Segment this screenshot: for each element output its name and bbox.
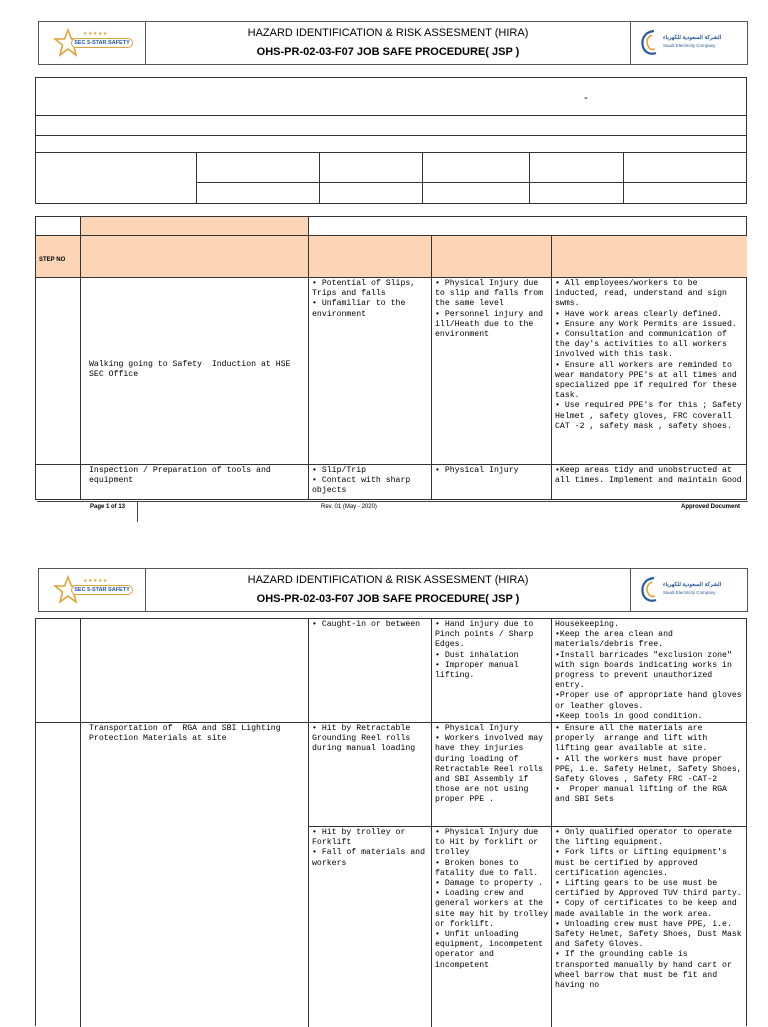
info-dash: -: [584, 92, 588, 104]
table-header-cell: [81, 217, 309, 236]
page-number: Page 1 of 13: [90, 504, 126, 510]
controls-cell: Housekeeping. •Keep the area clean and materials/debris free. •Install barricades "exclusion zone" with sign boards indicating works in progress to prevent unauthorized entry. •Proper use of appropriate hand gloves or leather gloves. •Keep tools in good condition.: [552, 619, 747, 723]
table-cell: [36, 619, 81, 723]
controls-cell: • Ensure all the materials are properly arrange and lift with lifting gear available at site. • All the workers must have proper PPE, i.e. Safety Helmet, Safety Shoes, Safety Gloves , Safety FRC -CAT-2 • Proper manual lifting of the RGA and SBI Sets: [552, 723, 747, 827]
jsp-table: [35, 618, 747, 1026]
company-name-arabic: الشركة السعودية للكهرباء: [663, 35, 722, 41]
page-footer: [37, 501, 748, 523]
logo-stars: ★★★★★: [83, 578, 108, 584]
table-cell: [36, 465, 81, 499]
table-cell: [36, 217, 81, 236]
sec-5-star-safety-logo: [39, 22, 146, 64]
table-header-cell: [432, 236, 552, 278]
risks-cell: • Physical Injury • Workers involved may have they injuries during loading of Retractable Reel rolls and SBI Assembly if those are not using proper PPE .: [432, 723, 552, 827]
job-step-cell: Transportation of RGA and SBI Lighting Protection Materials at site: [81, 723, 309, 1027]
table-cell: [36, 723, 81, 1027]
job-step-cell: Inspection / Preparation of tools and equipment: [81, 465, 309, 499]
document-subtitle: OHS-PR-02-03-F07 JOB SAFE PROCEDURE( JSP ): [256, 593, 520, 605]
info-column-divider: [422, 152, 423, 204]
risks-cell: • Hand injury due to Pinch points / Sharp Edges. • Dust inhalation • Improper manual lifting.: [432, 619, 552, 723]
logo-text: SEC 5-STAR SAFETY: [71, 38, 133, 48]
table-cell: [36, 278, 81, 465]
table-header-cell: [309, 236, 432, 278]
risks-cell: • Physical Injury due to Hit by forklift or trolley • Broken bones to fatality due to fall. • Damage to property . • Loading crew and general workers at the site may hit by trolley or forklift. • Unfit unloading equipment, incompetent operator and incompetent: [432, 827, 552, 1027]
document-title: HAZARD IDENTIFICATION & RISK ASSESMENT (HIRA): [247, 574, 529, 586]
hazards-cell: • Hit by Retractable Grounding Reel rolls during manual loading: [309, 723, 432, 827]
info-column-divider: [529, 152, 530, 204]
risks-cell: • Physical Injury due to slip and falls from the same level • Personnel injury and ill/Heath due to the environment: [432, 278, 552, 465]
logo-stars: ★★★★★: [83, 31, 108, 37]
info-column-divider: [319, 152, 320, 204]
company-name-english: Saudi Electricity Company: [663, 590, 716, 595]
step-no-header: STEP NO: [36, 236, 81, 278]
document-subtitle: OHS-PR-02-03-F07 JOB SAFE PROCEDURE( JSP ): [256, 46, 520, 58]
hazards-cell: • Potential of Slips, Trips and falls • Unfamiliar to the environment: [309, 278, 432, 465]
saudi-electricity-logo: [630, 22, 747, 64]
info-column-divider: [623, 152, 624, 204]
company-swirl-icon: [639, 28, 661, 58]
logo-text: SEC 5-STAR SAFETY: [71, 585, 133, 595]
company-name-english: Saudi Electricity Company: [663, 43, 716, 48]
company-name-arabic: الشركة السعودية للكهرباء: [663, 582, 722, 588]
info-divider: [196, 182, 746, 183]
sec-5-star-safety-logo: [39, 569, 146, 611]
info-divider: [36, 135, 746, 136]
info-divider: [36, 152, 746, 153]
page-gap: [0, 524, 768, 562]
page-header: [38, 21, 748, 65]
table-header-cell: [552, 236, 747, 278]
document-page-2: [0, 562, 768, 1024]
table-cell: [309, 217, 747, 236]
hazards-cell: • Slip/Trip • Contact with sharp objects: [309, 465, 432, 499]
saudi-electricity-logo: [630, 569, 747, 611]
job-step-cell: [81, 619, 309, 723]
company-swirl-icon: [639, 575, 661, 605]
controls-cell: • Only qualified operator to operate the lifting equipment. • Fork lifts or Lifting equipment's must be certified by approved certification agencies. • Lifting gears to be use must be certified by Approved TUV third party. • Copy of certificates to be keep and made available in the work area. • Unloading crew must have PPE, i.e. Safety Helmet, Safety Shoes, Dust Mask and Safety Gloves. • If the grounding cable is transported manually by hand cart or wheel barrow that must be fit and having no: [555, 828, 742, 991]
controls-cell: • All employees/workers to be inducted, read, understand and sign swms. • Have work areas clearly defined. • Ensure any Work Permits are issued. • Consultation and communication of the day's activities to all workers involved with this task. • Ensure all workers are reminded to wear mandatory PPE's at all times and specialized ppe if required for these task. • Use required PPE's for this ; Safety Helmet , safety gloves, FRC coverall CAT -2 , safety mask , safety shoes.: [552, 278, 747, 465]
document-title: HAZARD IDENTIFICATION & RISK ASSESMENT (HIRA): [247, 27, 529, 39]
risks-cell: • Physical Injury: [432, 465, 552, 499]
approved-label: Approved Document: [680, 504, 740, 510]
controls-cell: •Keep areas tidy and unobstructed at all times. Implement and maintain Good: [555, 466, 742, 486]
table-header-cell: [81, 236, 309, 278]
info-column-divider: [196, 152, 197, 204]
jsp-table: [35, 216, 747, 500]
revision-label: Rev. 01 (May - 2020): [321, 504, 377, 510]
job-info-block: [35, 77, 747, 204]
job-step-cell: Walking going to Safety Induction at HSE SEC Office: [81, 278, 309, 465]
hazards-cell: • Caught-in or between: [309, 619, 432, 723]
info-divider: [36, 115, 746, 116]
footer-divider: [137, 502, 138, 522]
page-header: [38, 568, 748, 612]
hazards-cell: • Hit by trolley or Forklift • Fall of materials and workers: [309, 827, 432, 1027]
